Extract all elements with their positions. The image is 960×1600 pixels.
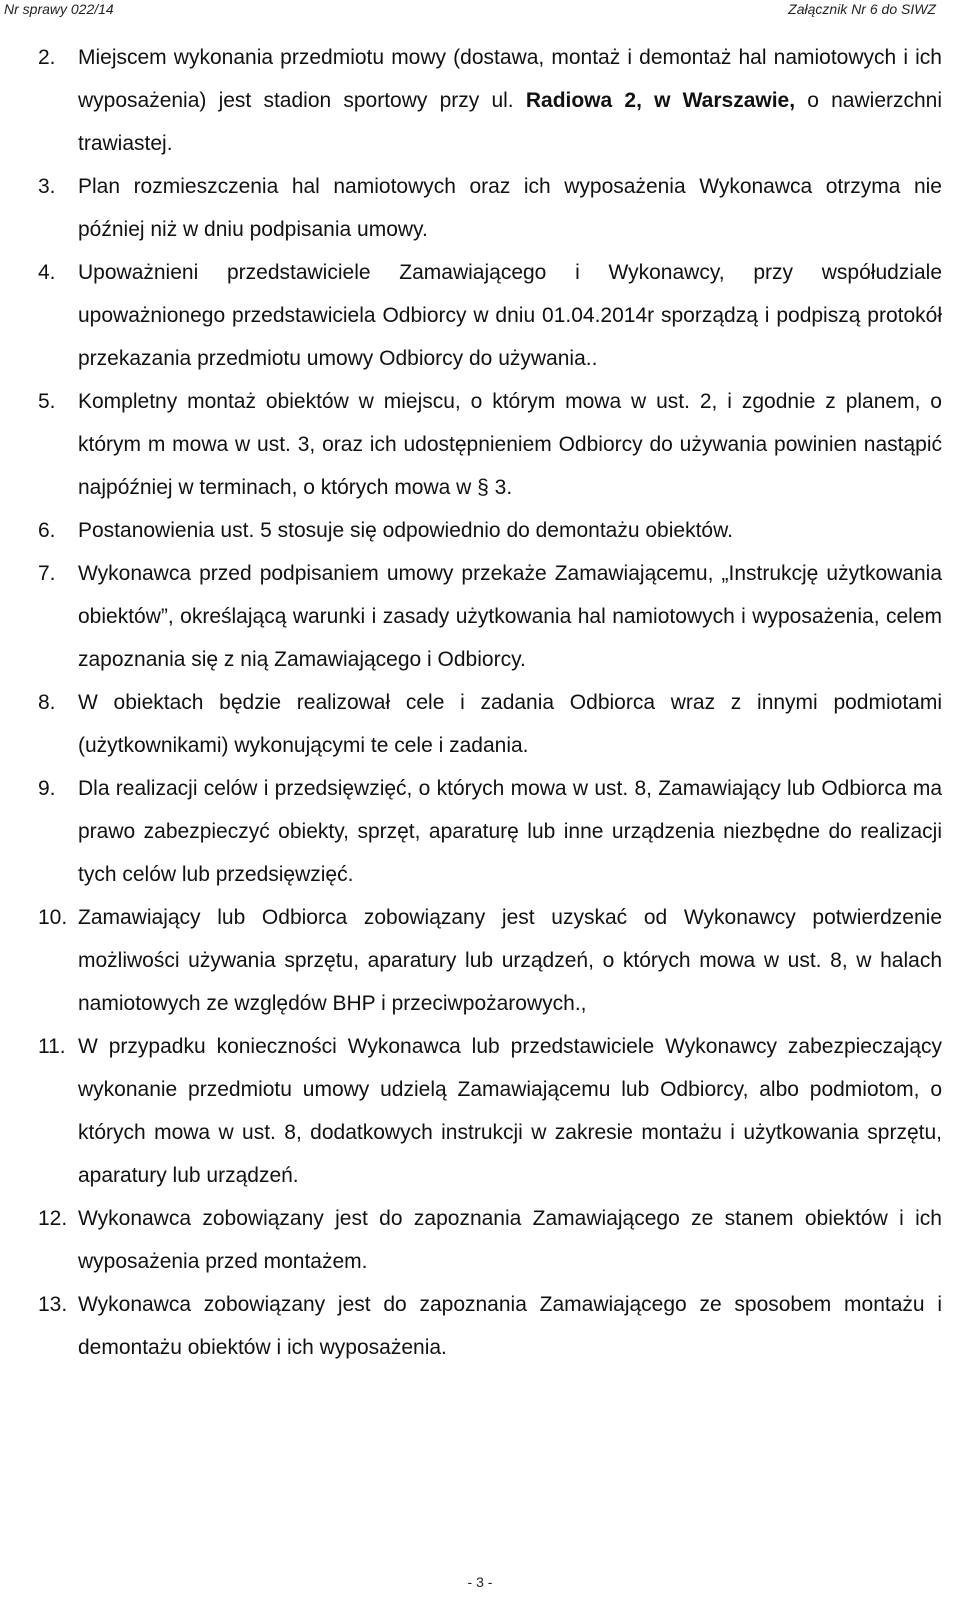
document-body <box>38 36 942 1369</box>
list-item <box>38 509 942 552</box>
list-item <box>38 896 942 1025</box>
list-item <box>38 1025 942 1197</box>
list-item <box>38 165 942 251</box>
list-item <box>38 681 942 767</box>
list-item <box>38 380 942 509</box>
item-text: Wykonawca zobowiązany jest do zapoznania Zamawiającego ze sposobem montażu i demontażu obiektów i ich wyposażenia. <box>78 1293 942 1359</box>
item-number: 13. <box>38 1293 68 1316</box>
case-number: Nr sprawy 022/14 <box>4 1 114 17</box>
item-text: W obiektach będzie realizował cele i zadania Odbiorca wraz z innymi podmiotami (użytkownikami) wykonującymi te cele i zadania. <box>78 691 942 757</box>
list-item <box>38 251 942 380</box>
page-number: - 3 - <box>467 1574 493 1590</box>
list-item <box>38 1283 942 1369</box>
list-item <box>38 552 942 681</box>
attachment-label: Załącznik Nr 6 do SIWZ <box>788 1 936 17</box>
item-number: 5. <box>38 390 56 413</box>
item-number: 9. <box>38 777 56 800</box>
page-header <box>0 0 960 22</box>
item-text: Miejscem wykonania przedmiotu mowy (dostawa, montaż i demontaż hal namiotowych i ich wyposażenia) jest stadion sportowy przy ul. Radiowa 2, w Warszawie, o nawierzchni trawiastej. <box>78 46 943 155</box>
item-text: Dla realizacji celów i przedsięwzięć, o których mowa w ust. 8, Zamawiający lub Odbiorca ma prawo zabezpieczyć obiekty, sprzęt, aparaturę lub inne urządzenia niezbędne do realizacji tych celów lub przedsięwzięć. <box>78 777 942 886</box>
list-item <box>38 1197 942 1283</box>
item-text: Kompletny montaż obiektów w miejscu, o którym mowa w ust. 2, i zgodnie z planem, o którym m mowa w ust. 3, oraz ich udostępnieniem Odbiorcy do używania powinien nastąpić najpóźniej w terminach, o których mowa w § 3. <box>78 390 942 499</box>
item-number: 8. <box>38 691 56 714</box>
item-bold-text: Radiowa 2, w Warszawie, <box>525 89 796 112</box>
item-number: 7. <box>38 562 56 585</box>
item-number: 11. <box>38 1035 66 1058</box>
item-text: Wykonawca przed podpisaniem umowy przekaże Zamawiającemu, „Instrukcję użytkowania obiektów”, określającą warunki i zasady użytkowania hal namiotowych i wyposażenia, celem zapoznania się z nią Zamawiającego i Odbiorcy. <box>78 562 942 671</box>
item-number: 3. <box>38 175 56 198</box>
item-number: 4. <box>38 261 56 284</box>
list-item <box>38 36 942 165</box>
item-text: W przypadku konieczności Wykonawca lub przedstawiciele Wykonawcy zabezpieczający wykonanie przedmiotu umowy udzielą Zamawiającemu lub Odbiorcy, albo podmiotom, o których mowa w ust. 8, dodatkowych instrukcji w zakresie montażu i użytkowania sprzętu, aparatury lub urządzeń. <box>78 1035 942 1187</box>
list-item <box>38 767 942 896</box>
item-text: Postanowienia ust. 5 stosuje się odpowiednio do demontażu obiektów. <box>78 519 733 542</box>
item-text: Zamawiający lub Odbiorca zobowiązany jest uzyskać od Wykonawcy potwierdzenie możliwości używania sprzętu, aparatury lub urządzeń, o których mowa w ust. 8, w halach namiotowych ze względów BHP i przeciwpożarowych., <box>78 906 942 1015</box>
item-number: 12. <box>38 1207 68 1230</box>
item-text: Plan rozmieszczenia hal namiotowych oraz ich wyposażenia Wykonawca otrzyma nie później niż w dniu podpisania umowy. <box>78 175 942 241</box>
item-text: Upoważnieni przedstawiciele Zamawiającego i Wykonawcy, przy współudziale upoważnionego przedstawiciela Odbiorcy w dniu 01.04.2014r sporządzą i podpiszą protokół przekazania przedmiotu umowy Odbiorcy do używania.. <box>78 261 942 370</box>
item-number: 10. <box>38 906 68 929</box>
item-number: 2. <box>38 46 56 69</box>
item-number: 6. <box>38 519 56 542</box>
item-text: Wykonawca zobowiązany jest do zapoznania Zamawiającego ze stanem obiektów i ich wyposażenia przed montażem. <box>78 1207 942 1273</box>
